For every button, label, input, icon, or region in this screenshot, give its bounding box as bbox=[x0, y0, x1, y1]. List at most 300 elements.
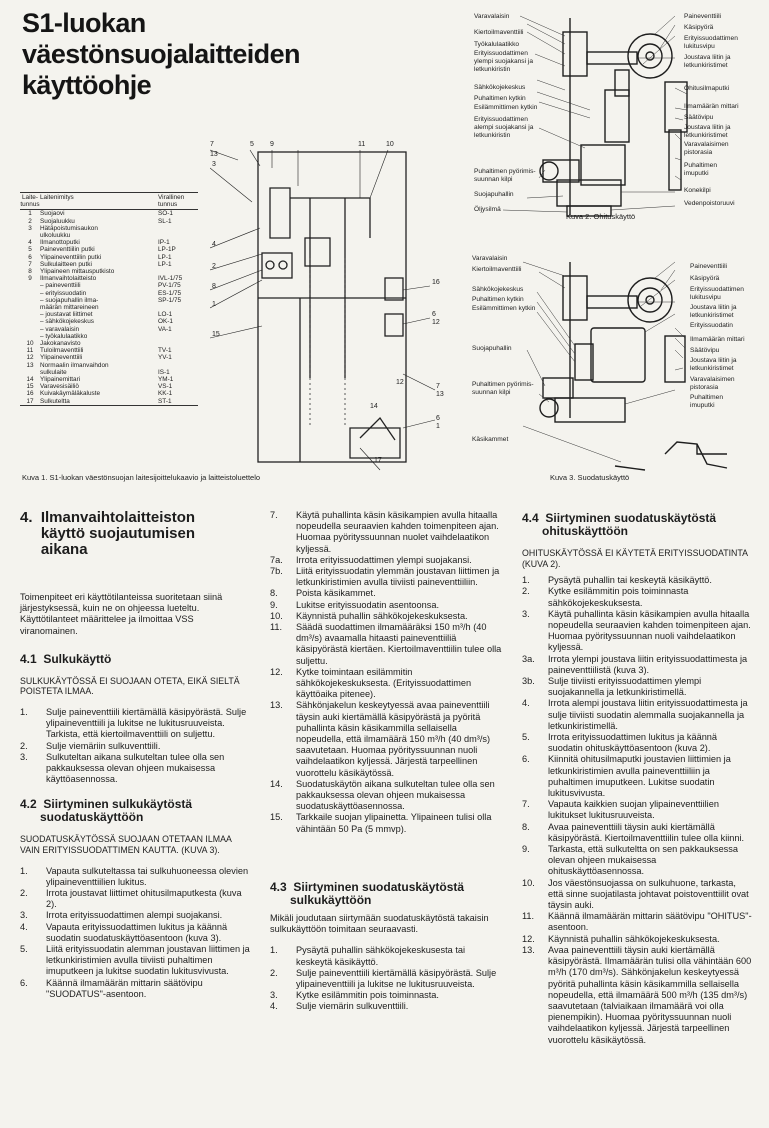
legend-name: – joustavat liittimet bbox=[40, 311, 93, 319]
fig3-label: Ilmamäärän mittari bbox=[690, 336, 745, 343]
step-text: Vapauta kaikkien suojan ylipaineventtiilien lukitukset lukitusruuveista. bbox=[548, 799, 719, 821]
fig3-label: Säätövipu bbox=[690, 347, 720, 354]
step-number: 9. bbox=[522, 844, 530, 855]
step-number: 8. bbox=[522, 821, 530, 832]
legend-code bbox=[158, 333, 198, 340]
legend-id bbox=[20, 369, 40, 376]
legend-name: Varavesisäiliö bbox=[40, 383, 79, 391]
callout-number: 14 bbox=[370, 403, 378, 410]
step-number: 3. bbox=[270, 990, 278, 1001]
step-text: Kytke toimintaan esilämmitin sähkökojekeskuksesta. (Erityissuodattimen käyttöaika pitenee). bbox=[296, 666, 472, 700]
legend-name: määrän mittareineen bbox=[40, 304, 99, 312]
step-number: 13. bbox=[522, 944, 535, 955]
legend-row bbox=[20, 383, 198, 390]
section-4-1-steps bbox=[20, 707, 252, 785]
section-4-1-note: SULKUKÄYTÖSSÄ EI SUOJAAN OTETA, EIKÄ SIELTÄ POISTETA ILMAA. bbox=[20, 675, 240, 697]
fig2-label: Varavalaisimen bbox=[684, 141, 729, 148]
legend-code: YV-1 bbox=[158, 354, 172, 362]
fig2-label: Esilämmittimen kytkin bbox=[474, 104, 538, 111]
step-number: 4. bbox=[522, 698, 530, 709]
step-item bbox=[20, 866, 252, 888]
step-item bbox=[522, 676, 752, 698]
step-item bbox=[20, 910, 252, 921]
step-item bbox=[522, 911, 752, 933]
step-number: 15. bbox=[270, 812, 283, 823]
legend-name: – työkalulaatikko bbox=[40, 332, 88, 340]
legend-row bbox=[20, 254, 198, 261]
step-text: Suodatuskäytön aikana sulkuteltan tulee olla sen pakkauksessa olevan ohjeen mukaisessa suodatuskäyttöasennossa. bbox=[296, 778, 495, 812]
step-item bbox=[20, 944, 252, 978]
fig2-label: Varavalaisin bbox=[474, 13, 510, 20]
legend-header-name: Laitenimitys bbox=[40, 194, 74, 201]
legend-row bbox=[20, 376, 198, 383]
page-title bbox=[22, 8, 300, 101]
legend-row bbox=[20, 275, 198, 282]
column-3 bbox=[522, 512, 752, 1046]
step-text: Käytä puhallinta käsin käsikampien avulla hitaalla nopeudella seuraavien kahden toimenpiteen ajan. Huomaa pyörityssuunnan nuoli vaihdelaatikon kyljessä. bbox=[548, 608, 751, 653]
fig2-label: imuputki bbox=[684, 170, 709, 177]
step-number: 5. bbox=[20, 944, 28, 955]
step-number: 13. bbox=[270, 700, 283, 711]
step-item bbox=[522, 654, 752, 676]
step-item bbox=[270, 588, 502, 599]
legend-name: Sulkulaitteen putki bbox=[40, 260, 92, 268]
legend-name: Paineventtiilin putki bbox=[40, 246, 95, 254]
legend-name: Sulkuteltta bbox=[40, 397, 70, 405]
legend-code: IS-1 bbox=[158, 368, 170, 376]
step-number: 3a. bbox=[522, 653, 535, 664]
legend-row bbox=[20, 282, 198, 289]
legend-code bbox=[158, 268, 198, 275]
legend-code: ES-1/75 bbox=[158, 289, 182, 297]
fig3-label: lukitusvipu bbox=[690, 294, 721, 301]
step-number: 7. bbox=[270, 510, 278, 520]
step-item bbox=[270, 600, 502, 611]
legend-id: 2 bbox=[28, 217, 32, 225]
fig3-label: Sähkökojekeskus bbox=[472, 286, 524, 293]
step-number: 2. bbox=[20, 888, 28, 899]
step-item bbox=[270, 566, 502, 588]
legend-code: IP-1 bbox=[158, 239, 170, 247]
legend-name: Ylipaineventtiili bbox=[40, 354, 83, 362]
legend-id: 13 bbox=[26, 361, 34, 369]
fig2-label: Öljysilmä bbox=[474, 206, 501, 213]
step-item bbox=[270, 510, 502, 555]
step-item bbox=[522, 754, 752, 799]
legend-code: PV-1/75 bbox=[158, 282, 181, 290]
fig3-label: Puhaltimen pyörimis- bbox=[472, 381, 534, 388]
step-text: Irrota erityissuodattimen ylempi suojakansi. bbox=[296, 554, 472, 565]
step-number: 2. bbox=[270, 967, 278, 978]
step-number: 7. bbox=[522, 799, 530, 810]
step-item bbox=[270, 812, 502, 834]
fig2-label: letkunkiristin bbox=[474, 132, 511, 139]
section-4-4-steps bbox=[522, 575, 752, 1046]
fig2-label: Puhaltimen pyörimis- bbox=[474, 168, 536, 175]
legend-name: Kuivakäymäläkaluste bbox=[40, 390, 101, 398]
step-number: 6. bbox=[522, 754, 530, 765]
step-item bbox=[20, 888, 252, 910]
step-text: Käynnistä puhallin sähkökojekeskuksesta. bbox=[296, 610, 468, 621]
legend-code: VS-1 bbox=[158, 383, 173, 391]
fig2-label: letkunkiristin bbox=[474, 66, 511, 73]
legend-id: 1 bbox=[28, 210, 32, 218]
step-number: 5. bbox=[522, 732, 530, 743]
step-number: 3. bbox=[20, 910, 28, 921]
section-4-4-heading: 4.4 Siirtyminen suodatuskäytöstä ohituskäyttöön bbox=[522, 511, 717, 538]
legend-id: 15 bbox=[26, 383, 34, 391]
fig3-label: letkunkiristimet bbox=[690, 365, 734, 372]
legend-code: TV-1 bbox=[158, 347, 172, 355]
section-4-heading: 4. Ilmanvaihtolaitteiston käyttö suojautumisen aikana bbox=[20, 509, 196, 558]
legend-id bbox=[20, 304, 40, 311]
legend-row bbox=[20, 390, 198, 397]
step-number: 1. bbox=[20, 707, 28, 717]
legend-code bbox=[158, 232, 198, 239]
callout-number: 8 bbox=[212, 283, 216, 290]
legend-header bbox=[20, 193, 198, 210]
fig2-label: Joustava liitin ja bbox=[684, 54, 731, 61]
fig2-label: Erityissuodattimen bbox=[474, 116, 528, 123]
legend-id: 11 bbox=[26, 347, 34, 355]
step-item bbox=[522, 878, 752, 912]
column-2 bbox=[270, 510, 502, 1013]
step-number: 10. bbox=[522, 877, 535, 888]
legend-id: 8 bbox=[28, 268, 32, 276]
callout-number: 4 bbox=[212, 241, 216, 248]
step-item bbox=[20, 922, 252, 944]
step-text: Kytke esilämmitin pois toiminnasta. bbox=[296, 990, 439, 1001]
section-4-4-note: OHITUSKÄYTÖSSÄ EI KÄYTETÄ ERITYISSUODATINTA (KUVA 2). bbox=[522, 548, 748, 569]
shelter-layout-diagram bbox=[210, 128, 455, 473]
legend-code: SL-1 bbox=[158, 217, 172, 225]
callout-number: 3 bbox=[212, 161, 216, 168]
legend-id: 12 bbox=[26, 354, 34, 362]
step-item bbox=[522, 586, 752, 608]
fig3-label: Suojapuhallin bbox=[472, 345, 512, 352]
legend-rows bbox=[20, 210, 198, 404]
fig3-label: letkunkiristimet bbox=[690, 312, 734, 319]
legend-row bbox=[20, 304, 198, 311]
legend-id: 4 bbox=[28, 239, 32, 247]
legend-row bbox=[20, 297, 198, 304]
step-number: 1. bbox=[20, 865, 28, 876]
fig2-label: Puhaltimen kytkin bbox=[474, 95, 526, 102]
legend-code: OK-1 bbox=[158, 318, 173, 326]
legend-code: LP-1P bbox=[158, 246, 176, 254]
step-number: 3b. bbox=[522, 676, 535, 687]
step-text: Poista käsikammet. bbox=[296, 588, 376, 599]
step-item bbox=[270, 990, 502, 1001]
legend-id: 6 bbox=[28, 253, 32, 261]
fig2-label: Vedenpoistoruuvi bbox=[684, 200, 735, 207]
legend-id bbox=[20, 232, 40, 239]
figure-1-caption: Kuva 1. S1-luokan väestönsuojan laitesijoittelukaavio ja laitteistoluettelo bbox=[22, 473, 261, 482]
legend-row bbox=[20, 398, 198, 405]
step-text: Liitä erityissuodatin ylemmän joustavan liittimen ja letkunkiristimien avulla tiiviisti paineventtiiliin. bbox=[296, 566, 500, 588]
step-number: 12. bbox=[522, 933, 535, 944]
fig3-label: Erityissuodatin bbox=[690, 322, 733, 329]
legend-code: KK-1 bbox=[158, 390, 173, 398]
step-item bbox=[270, 700, 502, 778]
fig2-label: ylempi suojakansi ja bbox=[474, 58, 534, 65]
step-number: 14. bbox=[270, 778, 283, 789]
legend-row bbox=[20, 369, 198, 376]
legend-id bbox=[20, 333, 40, 340]
legend-name: – sähkökojekeskus bbox=[40, 318, 94, 326]
step-number: 2. bbox=[20, 740, 28, 751]
step-text: Kytke esilämmitin pois toiminnasta sähkökojekeskuksesta. bbox=[548, 586, 689, 608]
legend-id: 5 bbox=[28, 246, 32, 254]
legend-row bbox=[20, 261, 198, 268]
step-text: Irrota ylempi joustava liitin erityissuodattimesta ja paineventtiilistä (kuva 3). bbox=[548, 653, 748, 675]
step-text: Käännä ilmamäärän mittarin säätövipu "OHITUS"-asentoon. bbox=[548, 911, 752, 933]
step-text: Tarkkaile suojan ylipainetta. Ylipaineen tulisi olla vähintään 50 Pa (5 mmvp). bbox=[296, 812, 492, 834]
legend-row bbox=[20, 246, 198, 253]
callout-number: 1 bbox=[436, 423, 440, 430]
step-text: Tarkasta, että sulkuteltta on sen pakkauksessa olevan ohjeen mukaisessa ohituskäyttöasennossa. bbox=[548, 844, 738, 877]
step-text: Sulje viemärin sulkuventtiili. bbox=[296, 1001, 409, 1012]
step-number: 10. bbox=[270, 610, 283, 621]
step-item bbox=[20, 752, 252, 786]
legend-code: LP-1 bbox=[158, 260, 172, 268]
fig2-label: letkunkiristimet bbox=[684, 62, 728, 69]
equipment-legend-table bbox=[20, 192, 198, 406]
legend-name: Jakokanavisto bbox=[40, 340, 81, 348]
step-item bbox=[270, 945, 502, 967]
fig3-label: imuputki bbox=[690, 402, 715, 409]
step-text: Pysäytä puhallin tai keskeytä käsikäyttö. bbox=[548, 575, 712, 586]
step-number: 4. bbox=[270, 1001, 278, 1012]
legend-row bbox=[20, 354, 198, 361]
step-text: Pysäytä puhallin sähkökojekeskusesta tai keskeytä käsikäyttö. bbox=[296, 945, 466, 967]
step-number: 4. bbox=[20, 921, 28, 932]
legend-name: Suojaovi bbox=[40, 210, 65, 218]
fig2-label: Konekilpi bbox=[684, 187, 711, 194]
legend-id: 3 bbox=[28, 224, 32, 232]
callout-number: 12 bbox=[432, 319, 440, 326]
fig3-label: Puhaltimen kytkin bbox=[472, 296, 524, 303]
step-text: Sulkuteltan aikana sulkuteltan tulee olla sen pakkauksessa olevan ohjeen mukaisessa käyttöasennossa. bbox=[46, 751, 225, 785]
legend-name: Hätäpoistumisaukon bbox=[40, 224, 98, 232]
fig2-label: Säätövipu bbox=[684, 114, 714, 121]
legend-id: 16 bbox=[26, 390, 34, 398]
callout-number: 9 bbox=[270, 141, 274, 148]
legend-code: SO-1 bbox=[158, 210, 173, 218]
legend-id bbox=[20, 326, 40, 333]
title-line-1: S1-luokan bbox=[22, 8, 146, 38]
legend-code: YM-1 bbox=[158, 376, 174, 384]
legend-id bbox=[20, 318, 40, 325]
step-text: Irrota erityissuodattimen alempi suojakansi. bbox=[46, 910, 223, 921]
step-item bbox=[522, 799, 752, 821]
fig3-label: Varavalaisimen bbox=[690, 376, 735, 383]
callout-number: 6 bbox=[432, 311, 436, 318]
step-text: Sähkönjakelun keskeytyessä avaa paineventtiili täysin auki kiertämällä käsipyörästä ja pyöritä puhallinta käsin käsikammilla sellaisella nopeudella, että ilmamäärä 150 m³/h (40 dm³/s) saavutetaan. Huomaa pyörityssuunnan nuoli vaihdelaatikon kyljessä. Järjestä tarpeellinen vuorottelu käsikäytössä. bbox=[296, 700, 491, 778]
legend-id: 17 bbox=[26, 397, 34, 405]
fig3-label: Joustava liitin ja bbox=[690, 304, 737, 311]
legend-header-id: Laite- tunnus bbox=[20, 194, 40, 209]
fig2-label: lukitusvipu bbox=[684, 43, 715, 50]
fig2-label: letkunkiristimet bbox=[684, 132, 728, 139]
legend-row bbox=[20, 318, 198, 325]
step-text: Sulje paineventtiili kiertämällä käsipyörästä. Sulje ylipaineventtiili ja lukitse ne lukitusruuveista. bbox=[296, 967, 497, 989]
callout-number: 15 bbox=[212, 331, 220, 338]
callout-number: 12 bbox=[396, 379, 404, 386]
legend-id bbox=[20, 290, 40, 297]
step-item bbox=[20, 978, 252, 1000]
legend-id bbox=[20, 311, 40, 318]
step-text: Sulje tiiviisti erityissuodattimen ylempi suojakannella ja letkunkiristimellä. bbox=[548, 676, 702, 698]
legend-id: 9 bbox=[28, 275, 32, 283]
legend-name: Ylipaineen mittausputkisto bbox=[40, 268, 115, 276]
legend-name: – erityissuodatin bbox=[40, 289, 87, 297]
fig2-label: Erityissuodattimen bbox=[684, 35, 738, 42]
legend-row bbox=[20, 225, 198, 232]
callout-number: 10 bbox=[386, 141, 394, 148]
legend-id: 7 bbox=[28, 260, 32, 268]
section-4-2-steps-continued bbox=[270, 510, 502, 835]
section-4-2-note: SUODATUSKÄYTÖSSÄ SUOJAAN OTETAAN ILMAA VAIN ERITYISSUODATTIMEN KAUTTA. (KUVA 3). bbox=[20, 834, 232, 856]
fig3-label: Esilämmittimen kytkin bbox=[472, 305, 536, 312]
step-text: Säädä suodattimen ilmamääräksi 150 m³/h (40 dm³/s) avaamalla hitaasti paineventtiiliä käsipyörästä kiertäen. Kiertoilmaventtiilin tulee olla suljettu. bbox=[296, 622, 502, 666]
step-text: Lukitse erityissuodatin asentoonsa. bbox=[296, 599, 440, 610]
callout-number: 13 bbox=[436, 391, 444, 398]
legend-row bbox=[20, 362, 198, 369]
legend-name: – varavalaisin bbox=[40, 325, 80, 333]
legend-row bbox=[20, 333, 198, 340]
legend-row bbox=[20, 210, 198, 217]
step-text: Käännä ilmamäärän mittarin säätövipu "SUODATUS"-asentoon. bbox=[46, 977, 203, 999]
column-1 bbox=[20, 510, 252, 1000]
section-4-1-heading: 4.1 Sulkukäyttö bbox=[20, 651, 112, 666]
legend-name: Suojaluukku bbox=[40, 217, 75, 225]
legend-header-code: Virallinen tunnus bbox=[158, 194, 185, 209]
section-4-3-heading: 4.3 Siirtyminen suodatuskäytöstä sulkukäyttöön bbox=[270, 879, 465, 907]
fig3-label: Puhaltimen bbox=[690, 394, 723, 401]
step-text: Irrota erityissuodattimen lukitus ja käännä suodatin ohituskäyttöasentoon (kuva 2). bbox=[548, 732, 718, 754]
figure-3-caption: Kuva 3. Suodatuskäyttö bbox=[550, 473, 630, 482]
legend-code bbox=[158, 362, 198, 369]
step-number: 2. bbox=[522, 586, 530, 597]
legend-name: Ilmanottoputki bbox=[40, 239, 80, 247]
legend-code: LO-1 bbox=[158, 311, 173, 319]
step-text: Jos väestönsuojassa on sulkuhuone, tarkasta, että sinne suojatilasta johtavat poistoventtiilit ovat täysin auki. bbox=[548, 877, 749, 911]
step-text: Avaa paineventtiili täysin auki kiertämällä käsipyörästä. Ilmamäärän tulisi olla vähintään 600 m³/h (170 dm³/s). Sähkönjakelun keskeytyessä pyöritä puhallinta käsin käsikammilla sellaisella nopeudella, että ilmamäärä 500 m³/h (135 dm³/s) saavutetaan (talviaikaan ilmamäärä voi olla pienempikin). Huomaa pyörityssuunnan nuoli vaihdelaatikon kyljessä. Järjestä tarpeellinen vuorottelu käsikäytössä. bbox=[548, 944, 752, 1045]
legend-name: Tuloilmaventtiili bbox=[40, 347, 84, 355]
step-text: Irrota joustavat liittimet ohitusilmaputkesta (kuva 2). bbox=[46, 888, 242, 910]
fig2-label: Joustava liitin ja bbox=[684, 124, 731, 131]
step-number: 3. bbox=[522, 608, 530, 619]
legend-row bbox=[20, 268, 198, 275]
fig2-label: Sähkökojekeskus bbox=[474, 84, 526, 91]
step-number: 11. bbox=[270, 622, 283, 633]
legend-row bbox=[20, 326, 198, 333]
legend-code: ST-1 bbox=[158, 397, 172, 405]
step-item bbox=[522, 844, 752, 878]
fig3-label: Käsipyörä bbox=[690, 275, 720, 282]
title-line-3: käyttöohje bbox=[22, 70, 152, 100]
step-item bbox=[522, 609, 752, 654]
fig2-label: Suojapuhallin bbox=[474, 191, 514, 198]
fig2-label: Kiertoilmaventtiili bbox=[474, 29, 524, 36]
legend-row bbox=[20, 340, 198, 347]
legend-name: ulkoluukku bbox=[40, 232, 71, 240]
step-item bbox=[270, 622, 502, 667]
fig2-label: Puhaltimen bbox=[684, 162, 717, 169]
fig2-label: alempi suojakansi ja bbox=[474, 124, 534, 131]
figure-2-caption: Kuva 2. Ohituskäyttö bbox=[566, 212, 636, 221]
step-number: 11. bbox=[522, 911, 535, 922]
step-number: 8. bbox=[270, 588, 278, 599]
step-text: Sulje viemäriin sulkuventtiili. bbox=[46, 740, 161, 751]
callout-number: 1 bbox=[212, 301, 216, 308]
legend-name: – paineventtiili bbox=[40, 282, 81, 290]
legend-name: sulkulaite bbox=[40, 368, 67, 376]
legend-code: SP-1/75 bbox=[158, 296, 182, 304]
step-text: Liitä erityissuodatin alemman joustavan liittimen ja letkunkiristimien avulla tiiviisti puhaltimen imuputkeen ja lukitse suodatin lukitusvivusta. bbox=[46, 944, 250, 977]
callout-number: 7 bbox=[436, 383, 440, 390]
step-item bbox=[270, 968, 502, 990]
legend-id: 14 bbox=[26, 376, 34, 384]
fig3-label: Käsikammet bbox=[472, 436, 509, 443]
step-number: 9. bbox=[270, 599, 278, 610]
legend-id bbox=[20, 282, 40, 289]
fig3-label: suunnan kilpi bbox=[472, 389, 511, 396]
step-number: 1. bbox=[270, 945, 278, 956]
callout-number: 5 bbox=[250, 141, 254, 148]
callout-number: 17 bbox=[374, 457, 382, 464]
step-item bbox=[522, 945, 752, 1046]
legend-id bbox=[20, 297, 40, 304]
legend-code bbox=[158, 304, 198, 311]
legend-code: LP-1 bbox=[158, 253, 172, 261]
step-text: Avaa paineventtiili täysin auki kiertämällä käsipyörästä. Kiertoilmaventtiilin tulee olla kiinni. bbox=[548, 821, 745, 843]
fig3-label: Erityissuodattimen bbox=[690, 286, 744, 293]
legend-name: – suojapuhallin ilma- bbox=[40, 296, 99, 304]
step-number: 7b. bbox=[270, 566, 283, 577]
callout-number: 6 bbox=[436, 415, 440, 422]
section-4-3-intro: Mikäli joudutaan siirtymään suodatuskäytöstä takaisin sulkukäyttöön toimitaan seuraavasti. bbox=[270, 912, 489, 935]
legend-name: Ylipainemittari bbox=[40, 376, 81, 384]
step-item bbox=[270, 667, 502, 701]
callout-number: 7 bbox=[210, 141, 214, 148]
legend-row bbox=[20, 218, 198, 225]
legend-name: Ylipaineventtiilin putki bbox=[40, 253, 102, 261]
step-text: Irrota alempi joustava liitin erityissuodattimesta ja sulje tiiviisti suodatin alemmalla suojakannella ja letkunkiristimellä. bbox=[548, 698, 748, 731]
legend-row bbox=[20, 290, 198, 297]
step-item bbox=[270, 779, 502, 813]
fig2-label: Ilmamäärän mittari bbox=[684, 103, 739, 110]
step-item bbox=[522, 822, 752, 844]
legend-row bbox=[20, 311, 198, 318]
step-number: 3. bbox=[20, 751, 28, 762]
step-text: Vapauta sulkuteltassa tai sulkuhuoneessa olevien ylipaineventtiilien lukitus. bbox=[46, 865, 249, 887]
legend-id: 10 bbox=[26, 340, 34, 348]
callout-number: 16 bbox=[432, 279, 440, 286]
step-item bbox=[20, 707, 252, 741]
step-text: Sulje paineventtiili kiertämällä käsipyörästä. Sulje ylipaineventtiili ja lukitse ne lukitusruuveista. Tarkista, että kiertoilmaventtiili on suljettu. bbox=[46, 707, 247, 740]
step-item bbox=[270, 1001, 502, 1012]
legend-row bbox=[20, 347, 198, 354]
legend-code bbox=[158, 340, 198, 347]
fig2-label: Erityissuodattimen bbox=[474, 50, 528, 57]
title-line-2: väestönsuojalaitteiden bbox=[22, 39, 300, 69]
legend-name: Ilmanvaihtolaitteisto bbox=[40, 275, 97, 283]
section-4-intro: Toimenpiteet eri käyttötilanteissa suoritetaan siinä järjestyksessä, kuin ne on ohjeessa lueteltu. Käyttötilanteet määrittelee ja ilmoittaa VSS viranomainen. bbox=[20, 592, 223, 636]
section-4-3-steps bbox=[270, 945, 502, 1012]
fig2-label: Ohitusilmaputki bbox=[684, 85, 730, 92]
